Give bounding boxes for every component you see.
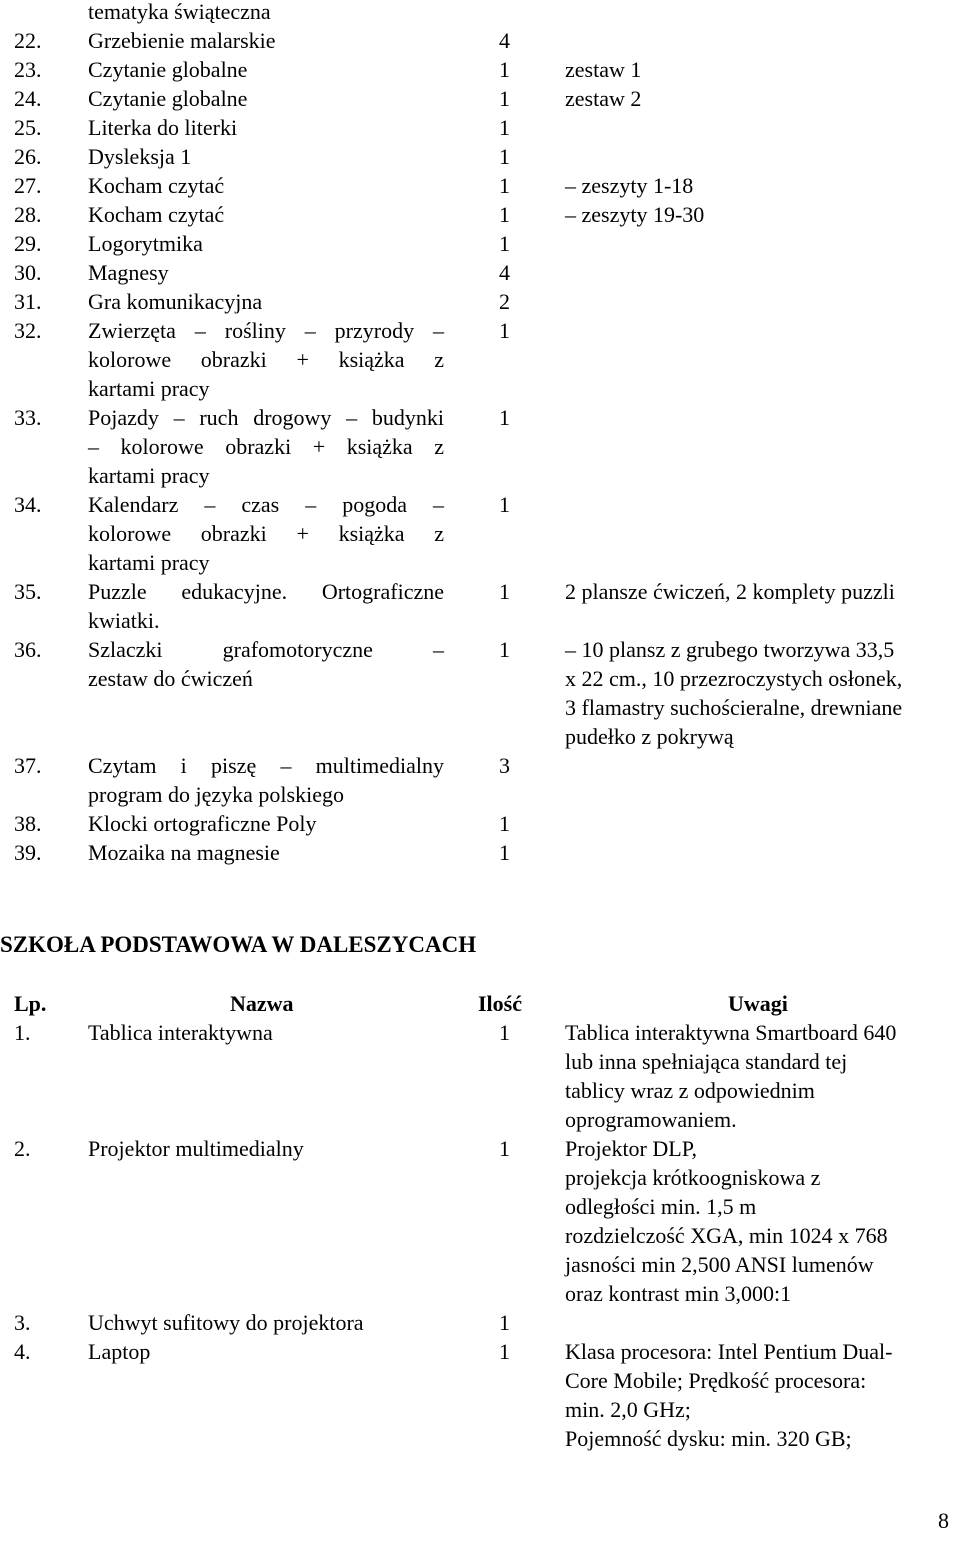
item-name-line: Laptop xyxy=(88,1339,151,1364)
item-number: 35. xyxy=(14,579,42,604)
item-name-line: kwiatki. xyxy=(88,608,160,633)
item-note-line: Projektor DLP, xyxy=(565,1136,697,1161)
item-note-line: oprogramowaniem. xyxy=(565,1107,737,1132)
item-name xyxy=(88,316,444,403)
item-number: 28. xyxy=(14,202,42,227)
list-item xyxy=(0,287,960,316)
equipment-table xyxy=(0,1018,960,1453)
item-name-line: Dysleksja 1 xyxy=(88,144,192,169)
item-note-line: zestaw 2 xyxy=(565,86,642,111)
equipment-list xyxy=(0,26,960,867)
item-name-line: kartami pracy xyxy=(88,376,210,401)
item-note-line: Klasa procesora: Intel Pentium Dual- xyxy=(565,1339,893,1364)
item-name-line: kartami pracy xyxy=(88,550,210,575)
item-name-line: Kalendarz – czas – pogoda – xyxy=(88,492,444,517)
list-item xyxy=(0,751,960,809)
item-name-line: Tablica interaktywna xyxy=(88,1020,273,1045)
continuation-text: tematyka świąteczna xyxy=(88,0,271,24)
item-quantity: 1 xyxy=(499,840,510,865)
item-quantity: 1 xyxy=(499,1310,510,1335)
item-name-line: Magnesy xyxy=(88,260,169,285)
item-name xyxy=(88,55,444,84)
list-item xyxy=(0,200,960,229)
item-name-line: kolorowe obrazki + książka z xyxy=(88,347,444,372)
item-name-line: Logorytmika xyxy=(88,231,203,256)
list-item xyxy=(0,1308,960,1337)
item-quantity: 1 xyxy=(499,231,510,256)
header-uwagi: Uwagi xyxy=(728,991,788,1016)
item-number: 37. xyxy=(14,753,42,778)
item-note-line: oraz kontrast min 3,000:1 xyxy=(565,1281,792,1306)
item-note-line: rozdzielczość XGA, min 1024 x 768 xyxy=(565,1223,888,1248)
list-item xyxy=(0,26,960,55)
item-note-line: 2 plansze ćwiczeń, 2 komplety puzzli xyxy=(565,579,895,604)
item-number: 22. xyxy=(14,28,42,53)
list-item xyxy=(0,635,960,751)
list-item xyxy=(0,113,960,142)
list-item xyxy=(0,577,960,635)
item-name xyxy=(88,200,444,229)
item-name xyxy=(88,229,444,258)
item-number: 36. xyxy=(14,637,42,662)
item-note xyxy=(565,84,957,113)
item-name-line: Klocki ortograficzne Poly xyxy=(88,811,317,836)
list-item xyxy=(0,142,960,171)
item-name xyxy=(88,171,444,200)
list-item xyxy=(0,258,960,287)
item-note-line: projekcja krótkoogniskowa z xyxy=(565,1165,821,1190)
item-name-line: Kocham czytać xyxy=(88,202,225,227)
item-quantity: 1 xyxy=(499,1136,510,1161)
item-quantity: 1 xyxy=(499,579,510,604)
item-name-line: Czytanie globalne xyxy=(88,57,248,82)
list-item xyxy=(0,838,960,867)
item-quantity: 1 xyxy=(499,637,510,662)
item-name xyxy=(88,635,444,693)
item-note-line: Core Mobile; Prędkość procesora: xyxy=(565,1368,867,1393)
item-note-line: odległości min. 1,5 m xyxy=(565,1194,757,1219)
item-note-line: pudełko z pokrywą xyxy=(565,724,734,749)
item-number: 32. xyxy=(14,318,42,343)
list-item xyxy=(0,229,960,258)
item-note xyxy=(565,171,957,200)
item-note xyxy=(565,1134,957,1308)
item-quantity: 3 xyxy=(499,753,510,778)
item-note xyxy=(565,1337,957,1453)
item-note-line: 3 flamastry suchościeralne, drewniane xyxy=(565,695,903,720)
item-note-line: lub inna spełniająca standard tej xyxy=(565,1049,848,1074)
item-number: 34. xyxy=(14,492,42,517)
list-item xyxy=(0,171,960,200)
item-quantity: 1 xyxy=(499,173,510,198)
item-name xyxy=(88,258,444,287)
item-quantity: 1 xyxy=(499,318,510,343)
item-name xyxy=(88,287,444,316)
item-note-line: min. 2,0 GHz; xyxy=(565,1397,691,1422)
item-quantity: 4 xyxy=(499,260,510,285)
item-quantity: 1 xyxy=(499,811,510,836)
item-quantity: 1 xyxy=(499,57,510,82)
item-name-line: Kocham czytać xyxy=(88,173,225,198)
item-number: 23. xyxy=(14,57,42,82)
item-note-line: tablicy wraz z odpowiednim xyxy=(565,1078,815,1103)
list-item xyxy=(0,316,960,403)
item-quantity: 1 xyxy=(499,86,510,111)
item-name xyxy=(88,113,444,142)
item-quantity: 1 xyxy=(499,115,510,140)
section-heading: SZKOŁA PODSTAWOWA W DALESZYCACH xyxy=(0,932,477,957)
item-quantity: 1 xyxy=(499,1020,510,1045)
item-note xyxy=(565,200,957,229)
item-name-line: Zwierzęta – rośliny – przyrody – xyxy=(88,318,444,343)
list-item xyxy=(0,490,960,577)
item-quantity: 1 xyxy=(499,144,510,169)
item-name xyxy=(88,577,444,635)
item-name-line: kolorowe obrazki + książka z xyxy=(88,521,444,546)
item-name xyxy=(88,142,444,171)
item-name-line: Projektor multimedialny xyxy=(88,1136,304,1161)
item-number: 33. xyxy=(14,405,42,430)
header-lp: Lp. xyxy=(14,991,47,1016)
item-note-line: jasności min 2,500 ANSI lumenów xyxy=(565,1252,874,1277)
item-name xyxy=(88,403,444,490)
item-number: 38. xyxy=(14,811,42,836)
item-name-line: Puzzle edukacyjne. Ortograficzne xyxy=(88,579,444,604)
list-item xyxy=(0,55,960,84)
page-number: 8 xyxy=(938,1508,949,1533)
item-note-line: Tablica interaktywna Smartboard 640 xyxy=(565,1020,897,1045)
item-number: 1. xyxy=(14,1020,31,1045)
item-name xyxy=(88,1308,444,1337)
list-item xyxy=(0,403,960,490)
item-note xyxy=(565,635,957,751)
item-note-line: x 22 cm., 10 przezroczystych osłonek, xyxy=(565,666,903,691)
item-note xyxy=(565,55,957,84)
item-name xyxy=(88,809,444,838)
item-number: 31. xyxy=(14,289,42,314)
item-number: 2. xyxy=(14,1136,31,1161)
item-quantity: 1 xyxy=(499,405,510,430)
item-name-line: Gra komunikacyjna xyxy=(88,289,263,314)
item-name-line: Uchwyt sufitowy do projektora xyxy=(88,1310,364,1335)
item-name xyxy=(88,1337,444,1366)
item-quantity: 2 xyxy=(499,289,510,314)
item-number: 39. xyxy=(14,840,42,865)
item-number: 24. xyxy=(14,86,42,111)
item-number: 4. xyxy=(14,1339,31,1364)
item-note xyxy=(565,577,957,606)
item-name-line: zestaw do ćwiczeń xyxy=(88,666,253,691)
item-number: 27. xyxy=(14,173,42,198)
item-name-line: Pojazdy – ruch drogowy – budynki xyxy=(88,405,444,430)
list-item xyxy=(0,1337,960,1453)
item-name xyxy=(88,838,444,867)
item-name-line: Literka do literki xyxy=(88,115,238,140)
item-name xyxy=(88,84,444,113)
item-quantity: 1 xyxy=(499,202,510,227)
item-note-line: – 10 plansz z grubego tworzywa 33,5 xyxy=(565,637,895,662)
item-note xyxy=(565,1018,957,1134)
item-number: 29. xyxy=(14,231,42,256)
item-name xyxy=(88,26,444,55)
list-item xyxy=(0,84,960,113)
item-name-line: Czytanie globalne xyxy=(88,86,248,111)
item-note-line: – zeszyty 19-30 xyxy=(565,202,705,227)
header-ilosc: Ilość xyxy=(478,991,522,1016)
item-name-line: Mozaika na magnesie xyxy=(88,840,280,865)
item-name xyxy=(88,1134,444,1163)
list-item xyxy=(0,1018,960,1134)
item-name-line: Szlaczki grafomotoryczne – xyxy=(88,637,444,662)
header-nazwa: Nazwa xyxy=(230,991,294,1016)
item-name xyxy=(88,751,444,809)
list-item xyxy=(0,809,960,838)
item-quantity: 1 xyxy=(499,1339,510,1364)
item-note-line: – zeszyty 1-18 xyxy=(565,173,694,198)
item-name-line: Czytam i piszę – multimedialny xyxy=(88,753,444,778)
item-number: 3. xyxy=(14,1310,31,1335)
item-number: 30. xyxy=(14,260,42,285)
item-number: 26. xyxy=(14,144,42,169)
item-quantity: 1 xyxy=(499,492,510,517)
item-name-line: program do języka polskiego xyxy=(88,782,344,807)
item-note-line: Pojemność dysku: min. 320 GB; xyxy=(565,1426,852,1451)
item-name xyxy=(88,1018,444,1047)
list-item xyxy=(0,1134,960,1308)
item-name-line: – kolorowe obrazki + książka z xyxy=(88,434,444,459)
item-name xyxy=(88,490,444,577)
item-name-line: Grzebienie malarskie xyxy=(88,28,276,53)
item-name-line: kartami pracy xyxy=(88,463,210,488)
item-number: 25. xyxy=(14,115,42,140)
item-quantity: 4 xyxy=(499,28,510,53)
item-note-line: zestaw 1 xyxy=(565,57,642,82)
